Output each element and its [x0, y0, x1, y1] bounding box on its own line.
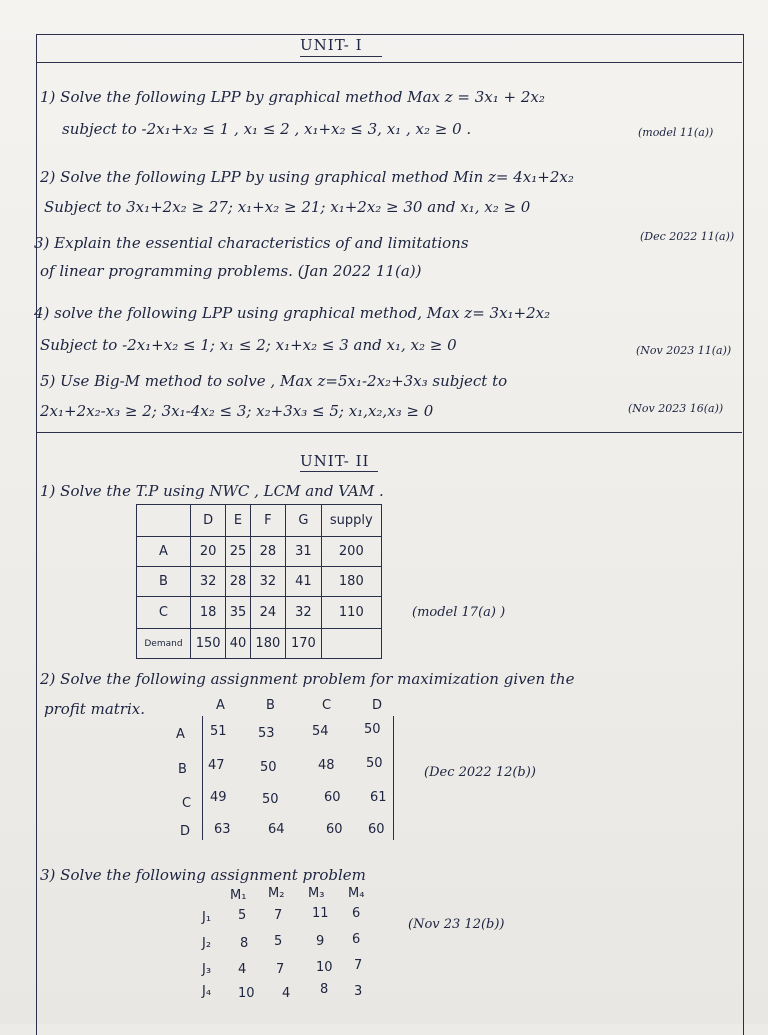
unit1-q2-ref: (Dec 2022 11(a)) — [640, 230, 735, 243]
profit-cell: 50 — [260, 760, 277, 775]
profit-row-label: D — [180, 824, 191, 839]
profit-cell: 60 — [368, 822, 385, 837]
unit2-q2-line1: 2) Solve the following assignment problem for maximization given the — [40, 670, 575, 688]
tp-cell: 18 — [190, 597, 226, 629]
assign-cell: 4 — [238, 962, 247, 977]
unit1-q3-line2: of linear programming problems. (Jan 2022 11(a)) — [40, 262, 422, 280]
assign-cell: 5 — [238, 908, 247, 923]
unit1-q1-line1: 1) Solve the following LPP by graphical method Max z = 3x₁ + 2x₂ — [40, 88, 545, 106]
tp-cell-supply: 200 — [321, 537, 381, 567]
unit2-q3-text: 3) Solve the following assignment problem — [40, 866, 366, 884]
assign-cell: 10 — [238, 986, 255, 1001]
profit-cell: 47 — [208, 758, 225, 773]
profit-cell: 50 — [364, 722, 381, 737]
unit1-q1-line2: subject to -2x₁+x₂ ≤ 1 , x₁ ≤ 2 , x₁+x₂ ≤ 3, x₁ , x₂ ≥ 0 . — [62, 120, 472, 138]
profit-row-label: C — [182, 796, 192, 811]
tp-cell: 25 — [226, 537, 250, 567]
profit-row-label: A — [176, 727, 185, 742]
tp-row-label-demand: Demand — [137, 629, 191, 659]
profit-cell: 49 — [210, 790, 227, 805]
unit2-title-underline — [300, 471, 378, 472]
tp-cell-demand: 150 — [190, 629, 226, 659]
assign-cell: 4 — [282, 986, 291, 1001]
tp-cell: 31 — [286, 537, 322, 567]
assign-cell: 10 — [316, 960, 333, 975]
tp-row-label: B — [137, 567, 191, 597]
assign-row-label: J₂ — [202, 936, 212, 951]
unit1-q2-line2: Subject to 3x₁+2x₂ ≥ 27; x₁+x₂ ≥ 21; x₁+2x₂ ≥ 30 and x₁, x₂ ≥ 0 — [44, 198, 531, 216]
tp-header-f: F — [250, 505, 286, 537]
profit-col-d: D — [372, 698, 383, 713]
unit1-title-underline — [300, 56, 382, 57]
unit1-title: UNIT- I — [300, 36, 363, 54]
tp-cell: 24 — [250, 597, 286, 629]
profit-cell: 51 — [210, 724, 227, 739]
assign-row-label: J₁ — [202, 910, 212, 925]
tp-cell-empty — [321, 629, 381, 659]
assign-cell: 8 — [320, 982, 329, 997]
profit-cell: 54 — [312, 724, 329, 739]
unit1-bottom-divider — [36, 432, 742, 433]
profit-col-b: B — [266, 698, 275, 713]
assign-cell: 11 — [312, 906, 329, 921]
profit-row-label: B — [178, 762, 187, 777]
tp-header-g: G — [286, 505, 322, 537]
assign-col-m2: M₂ — [268, 886, 285, 901]
unit1-q2-line1: 2) Solve the following LPP by using graphical method Min z= 4x₁+2x₂ — [40, 168, 574, 186]
transportation-table — [136, 504, 382, 659]
tp-cell-supply: 180 — [321, 567, 381, 597]
assign-col-m4: M₄ — [348, 886, 365, 901]
unit1-divider — [36, 62, 742, 63]
profit-cell: 48 — [318, 758, 335, 773]
unit2-title: UNIT- II — [300, 452, 370, 470]
assign-cell: 7 — [354, 958, 363, 973]
unit1-q4-line2: Subject to -2x₁+x₂ ≤ 1; x₁ ≤ 2; x₁+x₂ ≤ 3 and x₁, x₂ ≥ 0 — [40, 336, 457, 354]
unit2-q3-ref: (Nov 23 12(b)) — [408, 917, 505, 932]
tp-header-e: E — [226, 505, 250, 537]
tp-header-d: D — [190, 505, 226, 537]
tp-cell-demand: 180 — [250, 629, 286, 659]
profit-cell: 64 — [268, 822, 285, 837]
unit1-q4-line1: 4) solve the following LPP using graphical method, Max z= 3x₁+2x₂ — [34, 304, 551, 322]
assign-cell: 6 — [352, 906, 361, 921]
profit-cell: 61 — [370, 790, 387, 805]
tp-cell: 32 — [250, 567, 286, 597]
assign-cell: 7 — [276, 962, 285, 977]
tp-cell-demand: 40 — [226, 629, 250, 659]
unit1-q5-line1: 5) Use Big-M method to solve , Max z=5x₁-2x₂+3x₃ subject to — [40, 372, 508, 390]
assign-cell: 5 — [274, 934, 283, 949]
unit1-q5-line2: 2x₁+2x₂-x₃ ≥ 2; 3x₁-4x₂ ≤ 3; x₂+3x₃ ≤ 5; x₁,x₂,x₃ ≥ 0 — [40, 402, 434, 420]
assign-cell: 9 — [316, 934, 325, 949]
assign-col-m3: M₃ — [308, 886, 325, 901]
tp-header-supply: supply — [321, 505, 381, 537]
profit-cell: 60 — [324, 790, 341, 805]
unit1-q3-line1: 3) Explain the essential characteristics of and limitations — [34, 234, 469, 252]
profit-col-a: A — [216, 698, 225, 713]
tp-cell: 35 — [226, 597, 250, 629]
unit1-q4-ref: (Nov 2023 11(a)) — [636, 344, 732, 357]
tp-cell: 41 — [286, 567, 322, 597]
assign-cell: 8 — [240, 936, 249, 951]
tp-cell: 28 — [226, 567, 250, 597]
unit1-q1-ref: (model 11(a)) — [638, 126, 714, 139]
tp-cell: 32 — [286, 597, 322, 629]
tp-cell-supply: 110 — [321, 597, 381, 629]
unit1-q5-ref: (Nov 2023 16(a)) — [628, 402, 724, 415]
unit2-q1-text: 1) Solve the T.P using NWC , LCM and VAM . — [40, 482, 384, 500]
profit-cell: 53 — [258, 726, 275, 741]
assign-row-label: J₄ — [202, 984, 212, 999]
assign-col-m1: M₁ — [230, 888, 247, 903]
profit-cell: 50 — [262, 792, 279, 807]
unit2-q2-line2: profit matrix. — [44, 700, 145, 718]
tp-row-label: C — [137, 597, 191, 629]
profit-cell: 60 — [326, 822, 343, 837]
assign-cell: 6 — [352, 932, 361, 947]
assign-row-label: J₃ — [202, 962, 212, 977]
unit2-q2-ref: (Dec 2022 12(b)) — [424, 765, 536, 780]
tp-cell: 28 — [250, 537, 286, 567]
profit-cell: 63 — [214, 822, 231, 837]
profit-col-c: C — [322, 698, 332, 713]
profit-cell: 50 — [366, 756, 383, 771]
unit2-q1-ref: (model 17(a) ) — [412, 605, 506, 620]
tp-header-corner — [137, 505, 191, 537]
tp-cell-demand: 170 — [286, 629, 322, 659]
tp-cell: 32 — [190, 567, 226, 597]
assign-cell: 3 — [354, 984, 363, 999]
assign-cell: 7 — [274, 908, 283, 923]
tp-cell: 20 — [190, 537, 226, 567]
tp-row-label: A — [137, 537, 191, 567]
